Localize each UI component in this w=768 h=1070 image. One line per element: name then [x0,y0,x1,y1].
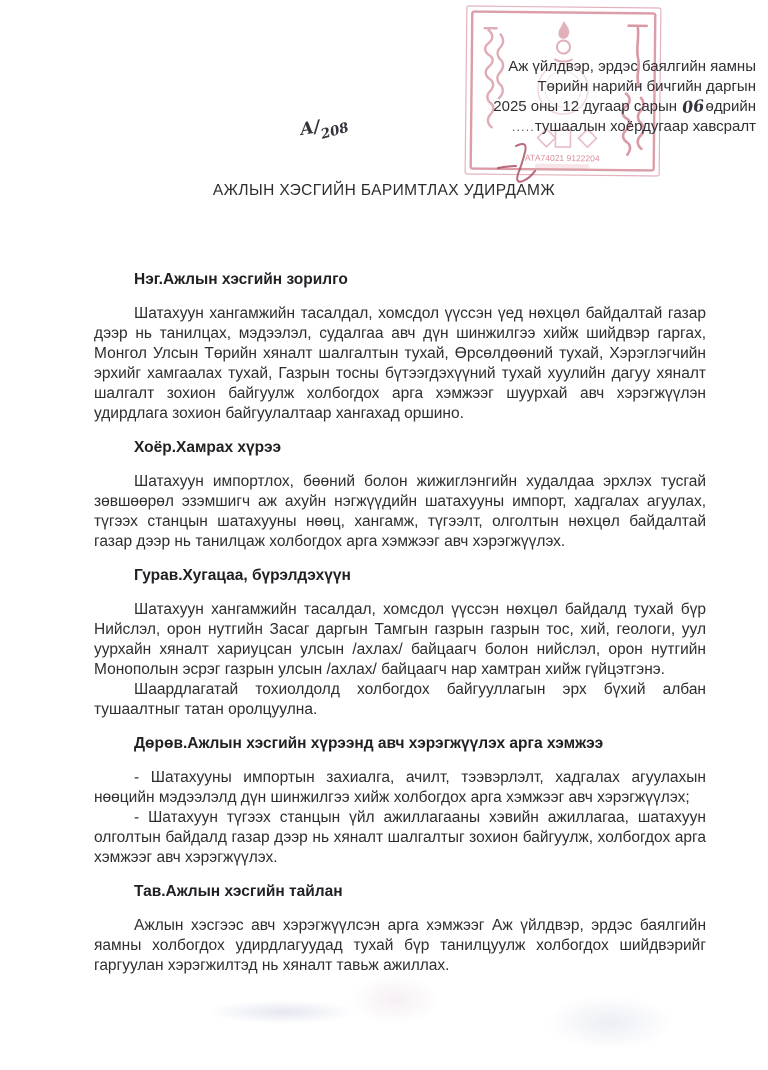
section-2 [94,438,706,552]
section-heading: Тав.Ажлын хэсгийн тайлан [134,883,343,900]
document-title: АЖЛЫН ХЭСГИЙН БАРИМТЛАХ УДИРДАМЖ [212,182,556,199]
paragraph: Шатахуун хангамжийн тасалдал, хомсдол үүссэн үед нөхцөл байдалтай газар дээр нь танилцах, мэдээлэл, судалгаа авч дүн шинжилгээ хийж шийдвэр гаргах, Монгол Улсын Төрийн хяналт шалгалтын тухай, Өрсөлдөөний тухай, Хэрэглэгчийн эрхийг хамгаалах тухай, Газрын тосны бүтээгдэхүүний тухай хуулийн дагуу хяналт шалгалт зохион байгуулж холбогдох арга хэмжээг шуурхай авч хэрэгжүүлэн удирдлага зохион байгуулалтаар хангахад оршино. [94,305,706,422]
document-body [94,270,706,976]
section-heading: Нэг.Ажлын хэсгийн зорилго [134,271,348,288]
dotted-blank: ..... [511,118,535,134]
handwritten-day: 06 [681,95,706,118]
section-1 [94,270,706,424]
paragraph: Шаардлагатай тохиолдолд холбогдох байгууллагын эрх бүхий албан тушаалтныг татан оролцуулна. [94,681,706,718]
scan-smudge [545,995,675,1050]
paragraph: - Шатахуун түгээх станцын үйл ажиллагааны хэвийн ажиллагаа, шатахуун олголтын байдалд газар дээр нь хяналт шалгалтыг зохион байгуулж, холбогдох арга хэмжээг авч хэрэгжүүлэх. [94,809,706,866]
section-heading: Хоёр.Хамрах хүрээ [134,439,282,456]
soyombo-icon [554,21,572,62]
order-reference-block [298,57,756,143]
handwritten-order-number: А/208 [298,116,351,143]
paragraph: Шатахуун импортлох, бөөний болон жижиглэнгийн худалдаа эрхлэх тусгай зөвшөөрөл эзэмшигч аж ахуйн нэгжүүдийн шатахууны импорт, хадгалах агуулах, түгээх станцын шатахууны нөөц, хангамж, түгээлт, олголтын нөхцөл байдалтай газар дээр нь танилцаж холбогдох арга хэмжээг авч хэрэгжүүлэх. [94,473,706,550]
section-3 [94,566,706,720]
paragraph: Шатахуун хангамжийн тасалдал, хомсдол үүссэн нөхцөл байдалд тухай бүр Нийслэл, орон нутгийн Засаг даргын Тамгын газрын газрын тос, хий, геологи, уул уурхайн хяналт хариуцсан улсын /ахлах/ байцаагч болон нийслэл, орон нутгийн Монополын эсрэг газрын улсын /ахлах/ байцаагч нар хамтран хийж гүйцэтгэнэ. [94,601,706,678]
section-4 [94,734,706,868]
paragraph: - Шатахууны импортын захиалга, ачилт, тээвэрлэлт, хадгалах агуулахын нөөцийн мэдээлэлд дүн шинжилгээ хийж холбогдох арга хэмжээг авч хэрэгжүүлэх; [94,769,706,806]
section-5 [94,882,706,976]
scan-smudge [208,1000,358,1024]
stamp-serial: АТА74021 9122204 [524,152,600,164]
section-heading: Гурав.Хугацаа, бүрэлдэхүүн [134,567,351,584]
ministry-line: Аж үйлдвэр, эрдэс баялгийн яамны [508,58,756,75]
scan-smudge [350,975,440,1025]
date-line: 2025 оны 12 дугаар сарын 06өдрийн [493,95,756,118]
annex-line: .....тушаалын хоёрдугаар хавсралт [511,117,756,135]
paragraph: Ажлын хэсгээс авч хэрэгжүүлсэн арга хэмжээг Аж үйлдвэр, эрдэс баялгийн яамны холбогдох удирдлагуудад тухай бүр танилцуулж холбогдох шийдвэрийг гаргуулан хэрэгжилтэд нь хяналт тавьж ажиллах. [94,917,706,974]
secretary-line: Төрийн нарийн бичгийн даргын [537,77,756,95]
section-heading: Дөрөв.Ажлын хэсгийн хүрээнд авч хэрэгжүүлэх арга хэмжээ [134,735,604,752]
